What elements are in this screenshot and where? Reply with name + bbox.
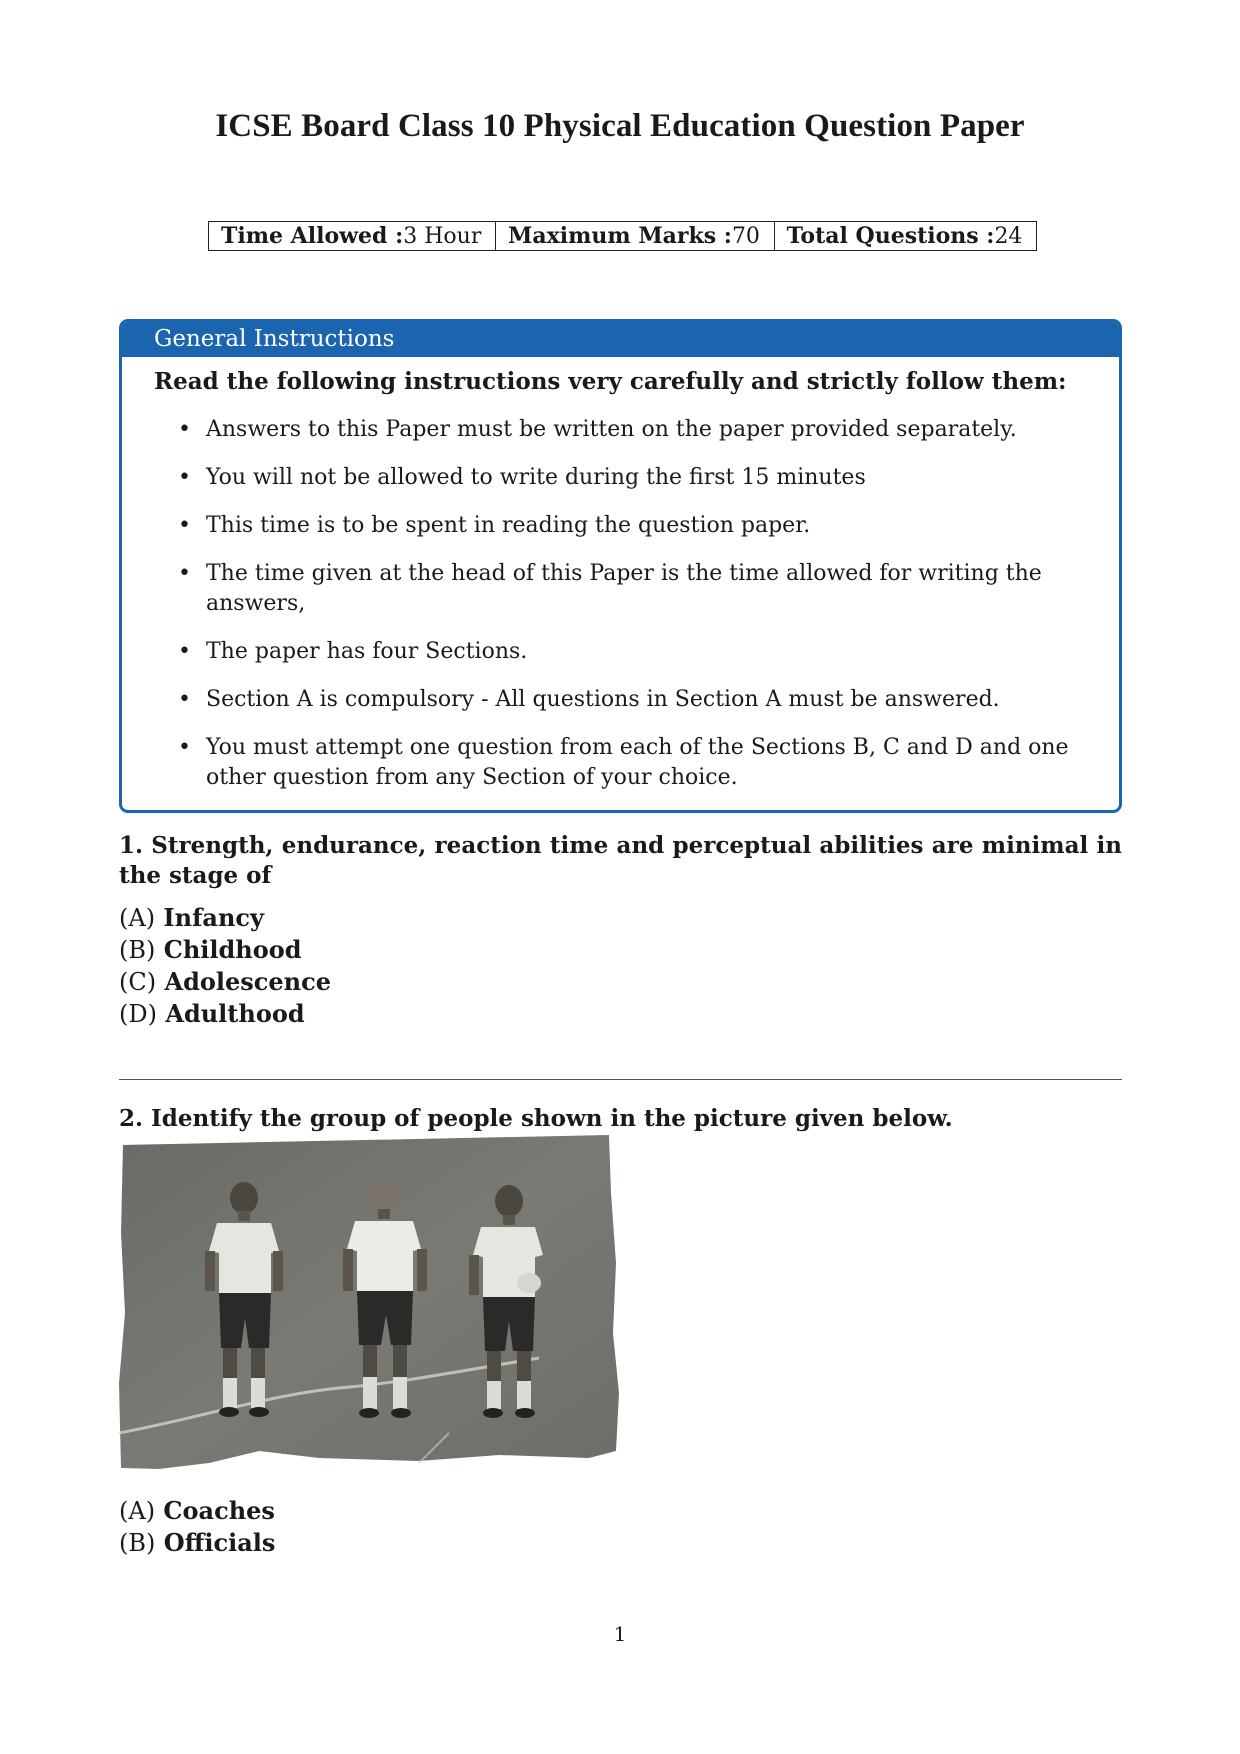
instruction-text: You will not be allowed to write during the first 15 minutes xyxy=(206,465,866,490)
question-1-text: 1. Strength, endurance, reaction time and perceptual abilities are minimal in the stage of xyxy=(119,832,1122,889)
option-b xyxy=(119,934,331,966)
officials-photo xyxy=(119,1133,621,1491)
option-d xyxy=(119,998,331,1030)
time-allowed-value: 3 Hour xyxy=(403,224,482,249)
option-text: Adolescence xyxy=(164,967,331,996)
option-a xyxy=(119,902,331,934)
total-questions-label: Total Questions : xyxy=(786,223,995,249)
exam-meta-table xyxy=(208,221,1037,251)
bullet-icon: • xyxy=(178,687,191,712)
bullet-icon: • xyxy=(178,417,191,442)
total-questions-cell xyxy=(774,222,1036,251)
option-label: (A) xyxy=(119,1497,156,1525)
option-text: Coaches xyxy=(163,1496,275,1525)
instruction-item xyxy=(154,415,1084,445)
instruction-item xyxy=(154,733,1084,793)
bullet-icon: • xyxy=(178,639,191,664)
bullet-icon: • xyxy=(178,735,191,760)
instruction-item xyxy=(154,463,1084,493)
general-instructions-box xyxy=(119,319,1122,813)
maximum-marks-label: Maximum Marks : xyxy=(508,223,732,249)
general-instructions-header: General Instructions xyxy=(122,322,1119,357)
option-label: (B) xyxy=(119,936,156,964)
maximum-marks-value: 70 xyxy=(731,224,760,249)
instruction-text: This time is to be spent in reading the question paper. xyxy=(206,513,811,538)
option-label: (A) xyxy=(119,904,156,932)
time-allowed-cell xyxy=(209,222,496,251)
question-2-text: 2. Identify the group of people shown in the picture given below. xyxy=(119,1105,953,1132)
instruction-item xyxy=(154,637,1084,667)
total-questions-value: 24 xyxy=(994,224,1023,249)
option-label: (B) xyxy=(119,1529,156,1557)
option-label: (C) xyxy=(119,968,157,996)
instruction-text: Section A is compulsory - All questions in Section A must be answered. xyxy=(206,687,1000,712)
question-divider xyxy=(119,1079,1122,1080)
instruction-text: Answers to this Paper must be written on the paper provided separately. xyxy=(206,417,1017,442)
instruction-item xyxy=(154,685,1084,715)
instruction-text: The paper has four Sections. xyxy=(206,639,528,664)
option-label: (D) xyxy=(119,1000,157,1028)
instruction-text: You must attempt one question from each of the Sections B, C and D and one other question from any Section of your choice. xyxy=(206,735,1069,790)
maximum-marks-cell xyxy=(496,222,775,251)
paper-title: ICSE Board Class 10 Physical Education Question Paper xyxy=(215,108,1025,144)
bullet-icon: • xyxy=(178,513,191,538)
bullet-icon: • xyxy=(178,465,191,490)
option-b xyxy=(119,1527,275,1559)
question-1-options xyxy=(119,902,331,1030)
bullet-icon: • xyxy=(178,561,191,586)
time-allowed-label: Time Allowed : xyxy=(221,223,404,249)
instructions-lead: Read the following instructions very carefully and strictly follow them: xyxy=(154,368,1067,395)
option-text: Adulthood xyxy=(165,999,305,1028)
option-a xyxy=(119,1495,275,1527)
instructions-list xyxy=(154,415,1084,811)
option-text: Officials xyxy=(163,1528,276,1557)
option-text: Childhood xyxy=(163,935,302,964)
instruction-item xyxy=(154,511,1084,541)
instruction-text: The time given at the head of this Paper is the time allowed for writing the answers, xyxy=(206,561,1042,616)
question-2-options xyxy=(119,1495,275,1559)
instruction-item xyxy=(154,559,1084,619)
page-number: 1 xyxy=(613,1622,627,1646)
option-c xyxy=(119,966,331,998)
option-text: Infancy xyxy=(163,903,264,932)
